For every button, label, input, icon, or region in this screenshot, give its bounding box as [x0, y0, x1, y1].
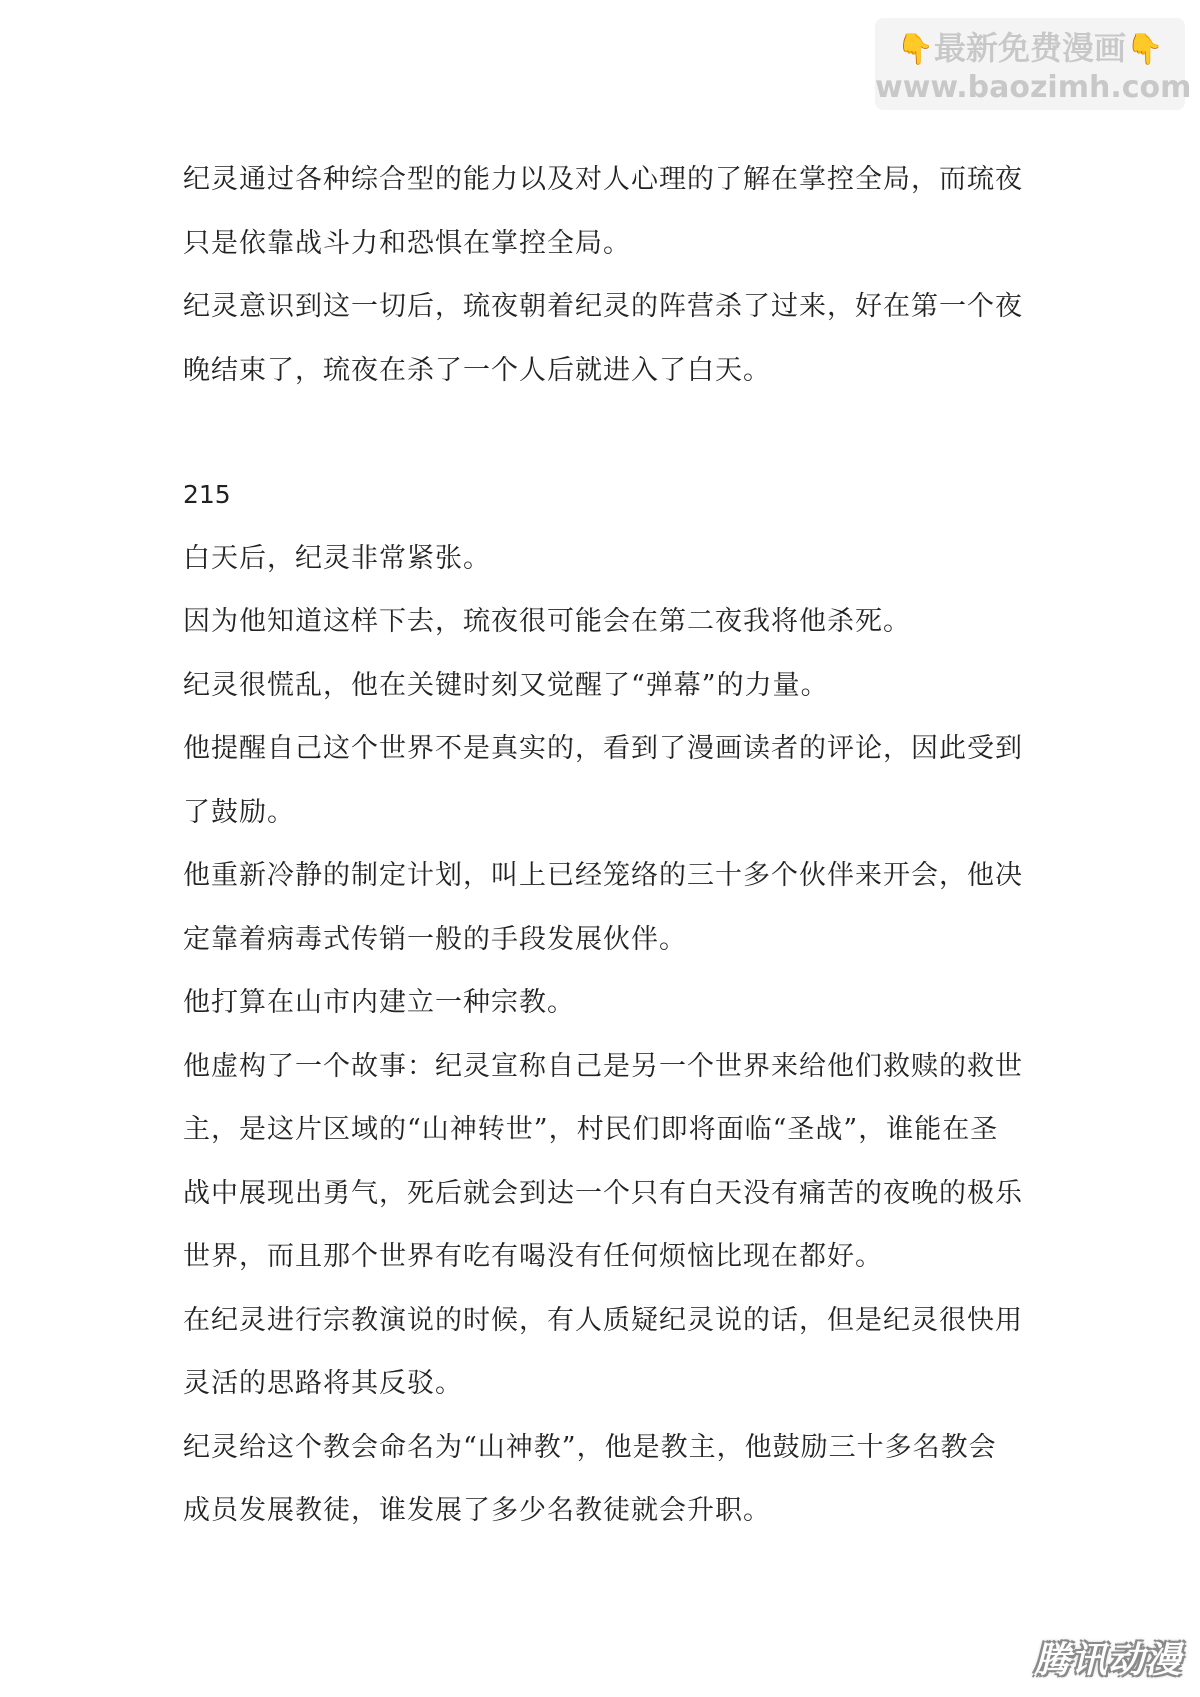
pointing-down-hand-icon: 👇: [1126, 32, 1164, 67]
paragraph: 白天后，纪灵非常紧张。: [183, 542, 491, 574]
paragraph: 他提醒自己这个世界不是真实的，看到了漫画读者的评论，因此受到了鼓励。: [183, 733, 1023, 828]
chapter-number: 215: [183, 480, 231, 509]
watermark-url: www.baozimh.com: [875, 70, 1192, 105]
tencent-comics-logo: 腾讯动漫: [1033, 1640, 1182, 1681]
paragraph: 纪灵通过各种综合型的能力以及对人心理的了解在掌控全局，而琉夜只是依靠战斗力和恐惧在掌控全局。: [183, 164, 1023, 259]
paragraph: 他打算在山市内建立一种宗教。: [183, 987, 575, 1018]
paragraph: 纪灵很慌乱，他在关键时刻又觉醒了“弹幕”的力量。: [183, 669, 829, 701]
watermark-title: 最新免费漫画: [933, 29, 1126, 67]
paragraph: 他虚构了一个故事：纪灵宣称自己是另一个世界来给他们救赎的救世主，是这片区域的“山神转世”，村民们即将面临“圣战”，谁能在圣战中展现出勇气，死后就会到达一个只有白天没有痛苦的夜晚的极乐世界，而且那个世界有吃有喝没有任何烦恼比现在都好。: [183, 1050, 1023, 1272]
paragraph: 纪灵意识到这一切后，琉夜朝着纪灵的阵营杀了过来，好在第一个夜晚结束了，琉夜在杀了一个人后就进入了白天。: [183, 291, 1023, 386]
site-watermark: [875, 18, 1192, 110]
document-body: [183, 148, 1023, 1543]
paragraph: 纪灵给这个教会命名为“山神教”，他是教主，他鼓励三十多名教会成员发展教徒，谁发展了多少名教徒就会升职。: [183, 1431, 997, 1526]
paragraph: 在纪灵进行宗教演说的时候，有人质疑纪灵说的话，但是纪灵很快用灵活的思路将其反驳。: [183, 1304, 1023, 1399]
paragraph: 他重新冷静的制定计划，叫上已经笼络的三十多个伙伴来开会，他决定靠着病毒式传销一般的手段发展伙伴。: [183, 860, 1023, 955]
pointing-down-hand-icon: 👇: [896, 32, 934, 67]
section-gap: [183, 402, 1023, 463]
paragraph: 因为他知道这样下去，琉夜很可能会在第二夜我将他杀死。: [183, 606, 911, 637]
